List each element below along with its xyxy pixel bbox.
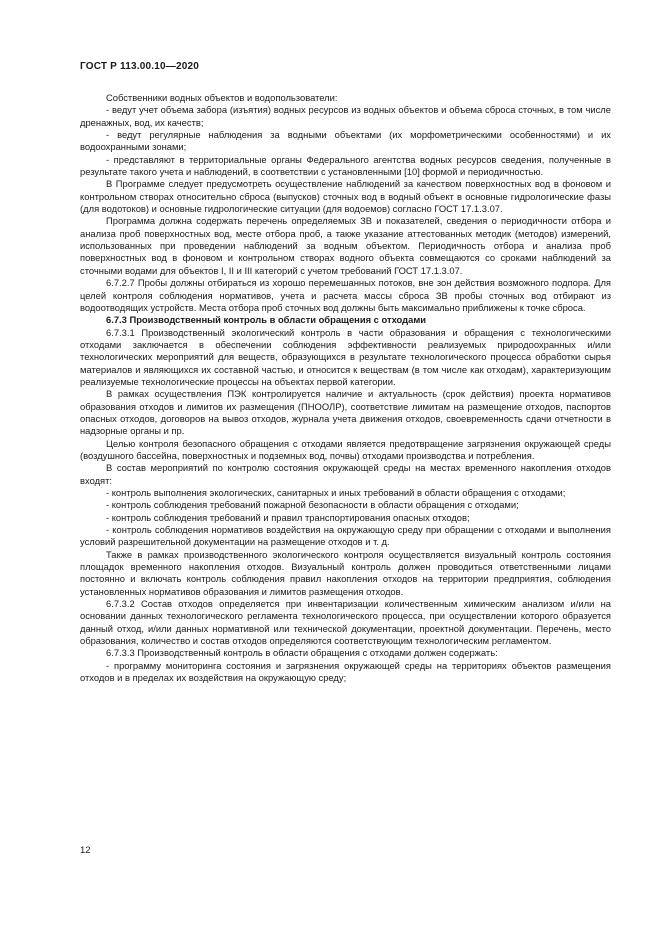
paragraph: В рамках осуществления ПЭК контролируется наличие и актуальность (срок действия) проекта нормативов образования отходов и лимитов их размещения (ПНООЛР), соответствие лимитам на размещение отходов, паспортов опасных отходов, договоров на вывоз отходов, журнала учета движения отходов, своевременность сдачи отчетности в надзорные органы и пр. (80, 388, 611, 437)
list-item: - ведут учет объема забора (изъятия) водных ресурсов из водных объектов и объема сброса сточных, в том числе дренажных, вод, их качеств; (80, 104, 611, 128)
list-item: - контроль выполнения экологических, санитарных и иных требований в области обращения с отходами; (106, 487, 566, 498)
paragraph: Собственники водных объектов и водопользователи: (106, 92, 338, 103)
paragraph: Программа должна содержать перечень определяемых ЗВ и показателей, сведения о периодичности отбора и анализа проб поверхностных вод, месте отбора проб, а также указание аттестованных методик (методов) измерений, использованных при проведении наблюдений за водным объектом. Периодичность отбора и анализа проб поверхностных вод в фоновом и контрольном створах водного объекта совмещаются со сроками наблюдений за сточными водами для объектов I, II и III категорий с учетом требований ГОСТ 17.1.3.07. (80, 215, 611, 276)
list-item: - контроль соблюдения требований пожарной безопасности в области обращения с отходами; (106, 499, 519, 511)
list-item: - контроль соблюдения требований и правил транспортирования опасных отходов; (106, 511, 470, 523)
list-item: - программу мониторинга состояния и загрязнения окружающей среды на территориях объектов размещения отходов и в пределах их воздействия на окружающую среду; (80, 659, 611, 684)
paragraph: 6.7.3.3 Производственный контроль в области обращения с отходами должен содержать: (106, 647, 498, 659)
list-item: - представляют в территориальные органы Федерального агентства водных ресурсов сведения, полученные в результате такого учета и наблюдений, в соответствии с установленными [10] формой и периодичностью. (80, 153, 611, 178)
paragraph: 6.7.3.2 Состав отходов определяется при инвентаризации количественным химическим анализом и/или на основании данных технологического регламента технологического процесса, при осуществлении которого образуется данный отход, и/или данных нормативной или технической документации, проектной документации. Перечень, место образования, количество и состав отходов определяются соответствующим технологическим регламентом. (80, 598, 611, 647)
paragraph: 6.7.3.1 Производственный экологический контроль в части образования и обращения с технологическими отходами заключается в обеспечении соблюдения эффективности реализуемых природоохранных и/или технологических мероприятий для веществ, образующихся в результате технологического процесса обработки сырья материалов и являющихся их составной частью, и относится к веществам (в том числе как отходам), характеризующим реализуемые технологические процессы на объектах первой категории. (80, 326, 611, 387)
document-body (80, 92, 611, 685)
paragraph: Целью контроля безопасного обращения с отходами является предотвращение загрязнения окружающей среды (воздушного бассейна, поверхностных и подземных вод, почвы) отходами производства и потребления. (80, 437, 611, 461)
paragraph: В Программе следует предусмотреть осуществление наблюдений за качеством поверхностных вод в фоновом и контрольном створах относительно сброса (выпусков) сточных вод в водный объект в основные гидрологические фазы (для водотоков) и основные гидрологические ситуации (для водоемов) согласно ГОСТ 17.1.3.07. (80, 178, 611, 215)
list-item: - ведут регулярные наблюдения за водными объектами (их морфометрическими особенностями) и их водоохранными зонами; (80, 129, 611, 153)
paragraph: В состав мероприятий по контролю состояния окружающей среды на местах временного накопления отходов входят: (80, 462, 611, 486)
paragraph: Также в рамках производственного экологического контроля осуществляется визуальный контроль состояния площадок временного накопления отходов. Визуальный контроль должен проводиться ответственными лицами постоянно и включать контроль соблюдения правил накопления отходов на территории предприятия, соблюдения установленных нормативов образования и лимитов размещения отходов. (80, 548, 611, 597)
list-item: - контроль соблюдения нормативов воздействия на окружающую среду при обращении с отходами и выполнения условий разрешительной документации на размещение отходов и т. д. (80, 524, 611, 548)
paragraph: 6.7.2.7 Пробы должны отбираться из хорошо перемешанных потоков, вне зон действия возможного подпора. Для целей контроля соблюдения нормативов, учета и расчета массы сброса ЗВ пробы сточных вод отбирают из водоотводящих устройств. Места отбора проб сточных вод должны быть максимально приближены к точке сброса. (80, 277, 611, 313)
section-heading: 6.7.3 Производственный контроль в области обращения с отходами (106, 314, 427, 326)
document-header: ГОСТ Р 113.00.10—2020 (80, 61, 200, 72)
page-number: 12 (80, 845, 91, 856)
